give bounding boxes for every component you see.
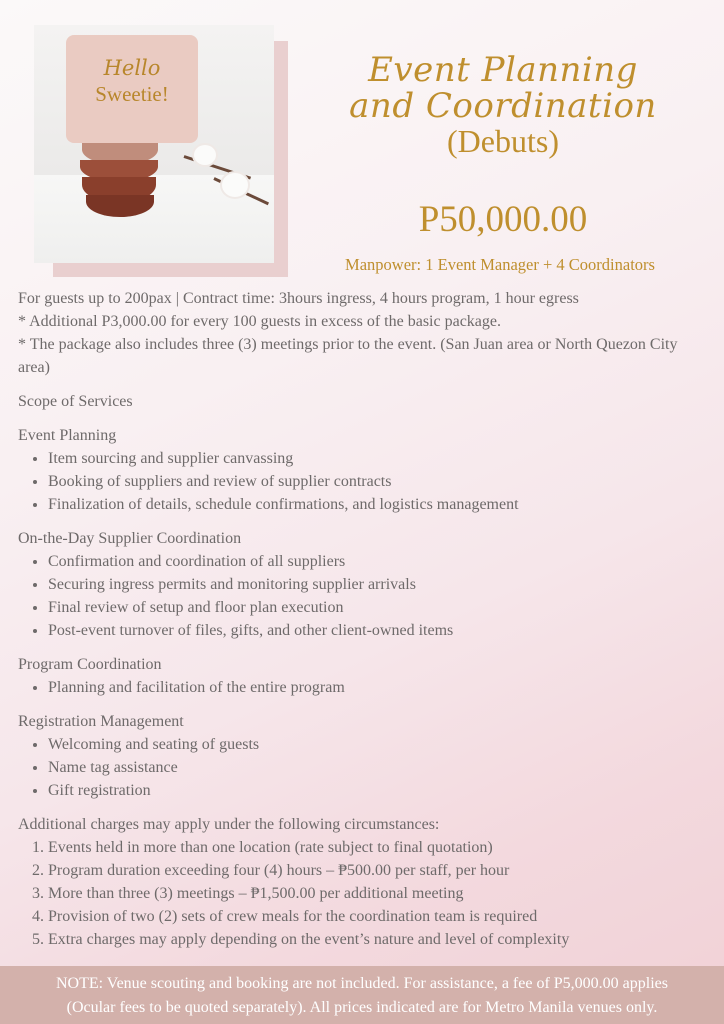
title-line-3: (Debuts) <box>447 123 559 159</box>
list-item: 4. Provision of two (2) sets of crew meals for the coordination team is required <box>48 905 698 928</box>
list-item: 1. Events held in more than one location (rate subject to final quotation) <box>48 836 698 859</box>
section-heading: Program Coordination <box>18 656 162 673</box>
list-item: • Gift registration <box>48 779 698 802</box>
greeting-sweetie: Sweetie! <box>95 82 169 106</box>
additional-fee-note: * Additional P3,000.00 for every 100 guests in excess of the basic package. <box>18 313 501 330</box>
list-item: 2. Program duration exceeding four (4) hours – ₱500.00 per staff, per hour <box>48 859 698 882</box>
cotton-flower <box>194 145 216 165</box>
title-line-2: and Coordination <box>349 86 657 126</box>
greeting-hello: Hello <box>103 56 161 80</box>
greeting-card <box>66 35 198 143</box>
list-item: • Finalization of details, schedule confirmations, and logistics management <box>48 493 698 516</box>
section-heading: On-the-Day Supplier Coordination <box>18 530 242 547</box>
content-body <box>18 287 698 951</box>
manpower-info: Manpower: 1 Event Manager + 4 Coordinators <box>345 255 655 274</box>
list-item: • Securing ingress permits and monitoring supplier arrivals <box>48 573 698 596</box>
list-item: • Name tag assistance <box>48 756 698 779</box>
list-item: • Confirmation and coordination of all suppliers <box>48 550 698 573</box>
footer-note-line-2: (Ocular fees to be quoted separately). All prices indicated are for Metro Manila venues only. <box>66 999 658 1016</box>
charges-heading: Additional charges may apply under the following circumstances: <box>18 816 440 833</box>
footer-note-line-1: NOTE: Venue scouting and booking are not included. For assistance, a fee of P5,000.00 applies <box>55 975 668 992</box>
list-item: • Planning and facilitation of the entire program <box>48 676 698 699</box>
meetings-note: * The package also includes three (3) meetings prior to the event. (San Juan area or North Quezon City area) <box>18 336 678 376</box>
list-item: 5. Extra charges may apply depending on the event’s nature and level of complexity <box>48 928 698 951</box>
title-line-1: Event Planning <box>368 50 638 90</box>
package-price: P50,000.00 <box>418 199 588 240</box>
charges-list <box>18 836 698 951</box>
cotton-flower <box>222 173 248 197</box>
section-heading: Event Planning <box>18 427 117 444</box>
guests-info: For guests up to 200pax | Contract time: 3hours ingress, 4 hours program, 1 hour egress <box>18 290 579 307</box>
section-list <box>18 733 698 802</box>
list-item: • Booking of suppliers and review of supplier contracts <box>48 470 698 493</box>
footer-note <box>0 966 724 1024</box>
list-item: • Welcoming and seating of guests <box>48 733 698 756</box>
page-title <box>338 52 668 158</box>
list-item: • Post-event turnover of files, gifts, and other client-owned items <box>48 619 698 642</box>
list-item: • Final review of setup and floor plan execution <box>48 596 698 619</box>
section-list <box>18 550 698 642</box>
section-list <box>18 447 698 516</box>
section-heading: Registration Management <box>18 713 184 730</box>
section-list <box>18 676 698 699</box>
scope-heading: Scope of Services <box>18 393 133 410</box>
list-item: 3. More than three (3) meetings – ₱1,500.00 per additional meeting <box>48 882 698 905</box>
list-item: • Item sourcing and supplier canvassing <box>48 447 698 470</box>
